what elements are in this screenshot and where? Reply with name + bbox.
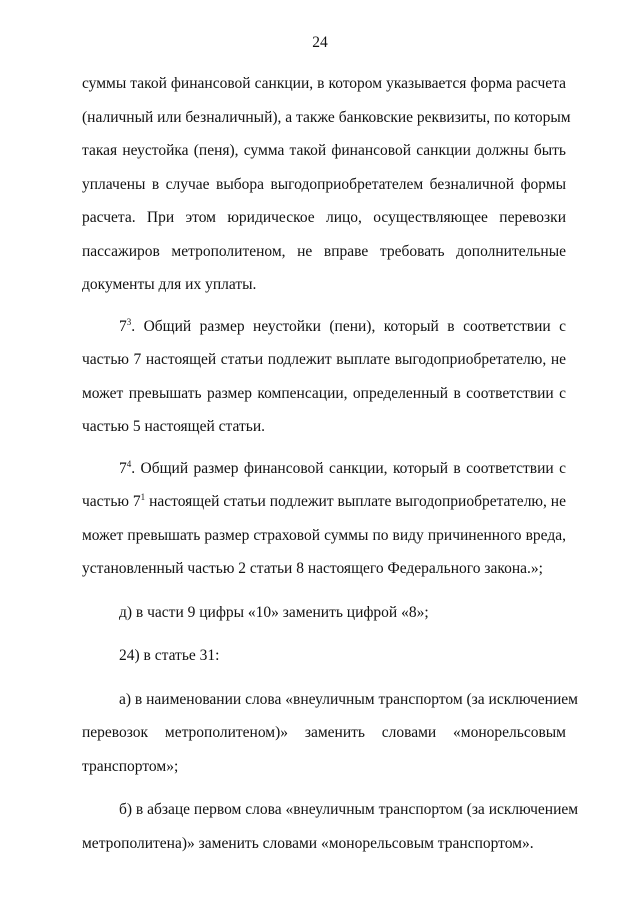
text-line: (наличный или безналичный), а также банковские реквизиты, по которым bbox=[82, 108, 571, 126]
clause-number: 7 bbox=[119, 459, 127, 477]
text-line: уплачены в случае выбора выгодоприобретателем безналичной формы bbox=[82, 175, 566, 193]
text-line bbox=[82, 452, 566, 486]
text-line: перевозок метрополитеном)» заменить словами «монорельсовым bbox=[82, 724, 566, 741]
document-body bbox=[82, 67, 579, 860]
text-line: частью 7 настоящей статьи подлежит выплате выгодоприобретателю, не bbox=[82, 351, 566, 368]
text-line: суммы такой финансовой санкции, в котором указывается форма расчета bbox=[82, 75, 566, 92]
paragraph-a bbox=[82, 683, 578, 784]
text-line: частью 5 настоящей статьи. bbox=[82, 418, 266, 435]
text-line: может превышать размер страховой суммы по виду причиненного вреда, bbox=[82, 526, 566, 544]
paragraph-7-3 bbox=[82, 310, 566, 444]
clause-number: 7 bbox=[119, 317, 127, 335]
paragraph-24 bbox=[82, 639, 566, 673]
text-line: пассажиров метрополитеном, не вправе требовать дополнительные bbox=[82, 242, 566, 260]
text-line: а) в наименовании слова «внеуличным транспортом (за исключением bbox=[119, 690, 578, 708]
text-line: метрополитена)» заменить словами «монорельсовым транспортом». bbox=[82, 834, 534, 852]
clause-text: настоящей статьи подлежит выплате выгодоприобретателю, не bbox=[145, 493, 566, 510]
text-line: 24) в статье 31: bbox=[119, 647, 220, 664]
text-line: д) в части 9 цифры «10» заменить цифрой «8»; bbox=[119, 603, 429, 621]
text-line bbox=[82, 485, 566, 519]
paragraph-7-4 bbox=[82, 452, 566, 586]
clause-superscript: 4 bbox=[126, 458, 132, 469]
text-line: установленный частью 2 статьи 8 настоящего Федерального закона.»; bbox=[82, 560, 543, 577]
paragraph-continuation bbox=[82, 67, 571, 302]
page-number: 24 bbox=[312, 34, 328, 51]
text-line: документы для их уплаты. bbox=[82, 276, 257, 293]
clause-superscript: 1 bbox=[140, 492, 146, 502]
text-line: транспортом»; bbox=[82, 757, 179, 775]
paragraph-b bbox=[82, 793, 579, 860]
text-line: может превышать размер компенсации, определенный в соответствии с bbox=[82, 384, 566, 402]
text-line bbox=[82, 310, 566, 344]
clause-text: частью 7 bbox=[82, 493, 141, 510]
text-line: б) в абзаце первом слова «внеуличным транспортом (за исключением bbox=[119, 801, 579, 818]
paragraph-d bbox=[82, 596, 566, 630]
clause-text: . Общий размер неустойки (пени), который в соответствии с bbox=[131, 317, 566, 335]
text-line: такая неустойка (пеня), сумма такой финансовой санкции должны быть bbox=[82, 142, 566, 159]
text-line: расчета. При этом юридическое лицо, осуществляющее перевозки bbox=[82, 209, 566, 226]
clause-superscript: 3 bbox=[126, 316, 132, 327]
clause-text: . Общий размер финансовой санкции, который в соответствии с bbox=[131, 459, 566, 477]
